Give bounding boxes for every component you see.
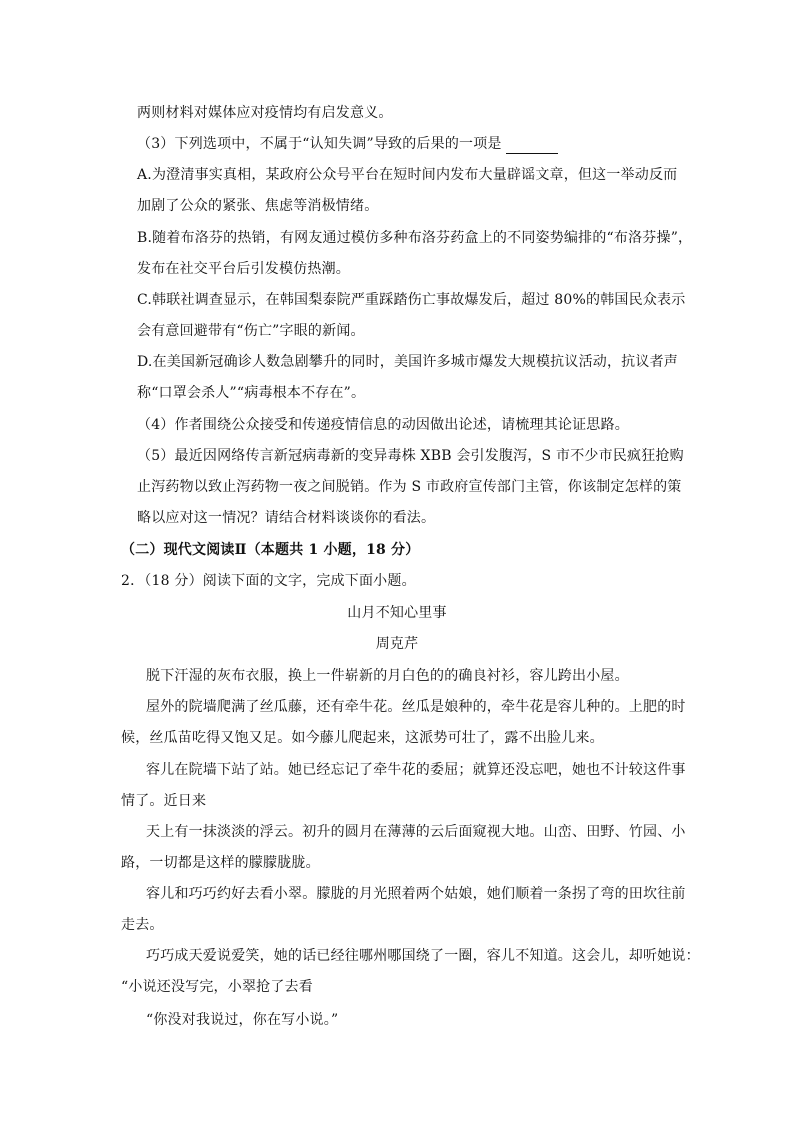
q5-line3: 略以应对这一情况？请结合材料谈谈你的看法。 [137,510,436,526]
q5-line1: （5）最近因网络传言新冠病毒新的变异毒株 XBB 会引发腹泻，S 市不少市民疯狂抢购 [137,448,684,464]
paragraph-1: 脱下汗湿的灰布衣服，换上一件崭新的月白色的的确良衬衫，容儿跨出小屋。 [146,668,629,684]
paragraph-4-line1: 天上有一抹淡淡的浮云。初升的圆月在薄薄的云后面窥视大地。山峦、田野、竹园、小 [146,824,686,840]
story-author: 周克芹 [375,636,419,652]
story-title: 山月不知心里事 [347,605,447,621]
q1-answer-tail: 两则材料对媒体应对疫情均有启发意义。 [137,105,393,121]
paragraph-2-line2: 候，丝瓜苗吃得又饱又足。如今藤儿爬起来，这派势可壮了，露不出脸儿来。 [121,730,604,746]
paragraph-6-line2: “小说还没写完，小翠抢了去看 [121,979,313,995]
paragraph-6-line1: 巧巧成天爱说爱笑，她的话已经往哪州哪国绕了一圈，容儿不知道。这会儿，却听她说： [146,948,700,964]
q4-text: （4）作者围绕公众接受和传递疫情信息的动因做出论述，请梳理其论证思路。 [137,417,629,433]
q3-stem [137,134,558,154]
paragraph-5-line2: 走去。 [121,917,164,933]
q3-option-b-line2: 发布在社交平台后引发模仿热潮。 [137,261,350,277]
paragraph-3-line1: 容儿在院墙下站了站。她已经忘记了牵牛花的委屈；就算还没忘吧，她也不计较这件事 [146,762,686,778]
question-2-intro: 2．（18 分）阅读下面的文字，完成下面小题。 [121,573,416,589]
answer-blank [506,139,558,154]
q3-stem-text: （3）下列选项中，不属于“认知失调”导致的后果的一项是 [137,136,502,152]
q3-option-b-line1: B.随着布洛芬的热销，有网友通过模仿多种布洛芬药盒上的不同姿势编排的“布洛芬操”， [137,230,693,246]
q3-option-c-line1: C.韩联社调查显示，在韩国梨泰院严重踩踏伤亡事故爆发后，超过 80%的韩国民众表示 [137,292,686,308]
q3-option-a-line2: 加剧了公众的紧张、焦虑等消极情绪。 [137,198,379,214]
paragraph-2-line1: 屋外的院墙爬满了丝瓜藤，还有牵牛花。丝瓜是娘种的，牵牛花是容儿种的。上肥的时 [146,699,686,715]
q3-option-d-line1: D.在美国新冠确诊人数急剧攀升的同时，美国许多城市爆发大规模抗议活动，抗议者声 [137,354,678,370]
section-heading: （二）现代文阅读Ⅱ（本题共 1 小题，18 分） [121,542,420,558]
q3-option-d-line2: 称“口罩会杀人”“病毒根本不存在”。 [137,385,366,401]
q3-option-a-line1: A.为澄清事实真相，某政府公众号平台在短时间内发布大量辟谣文章，但这一举动反而 [137,167,678,183]
q5-line2: 止泻药物以致止泻药物一夜之间脱销。作为 S 市政府宣传部门主管，你该制定怎样的策 [137,479,682,495]
q3-option-c-line2: 会有意回避带有“伤亡”字眼的新闻。 [137,323,365,339]
paragraph-4-line2: 路，一切都是这样的朦朦胧胧。 [121,855,320,871]
paragraph-7: “你没对我说过，你在写小说。” [146,1012,339,1028]
paragraph-3-line2: 情了。近日来 [121,793,207,809]
paragraph-5-line1: 容儿和巧巧约好去看小翠。朦胧的月光照着两个姑娘，她们顺着一条拐了弯的田坎往前 [146,886,686,902]
